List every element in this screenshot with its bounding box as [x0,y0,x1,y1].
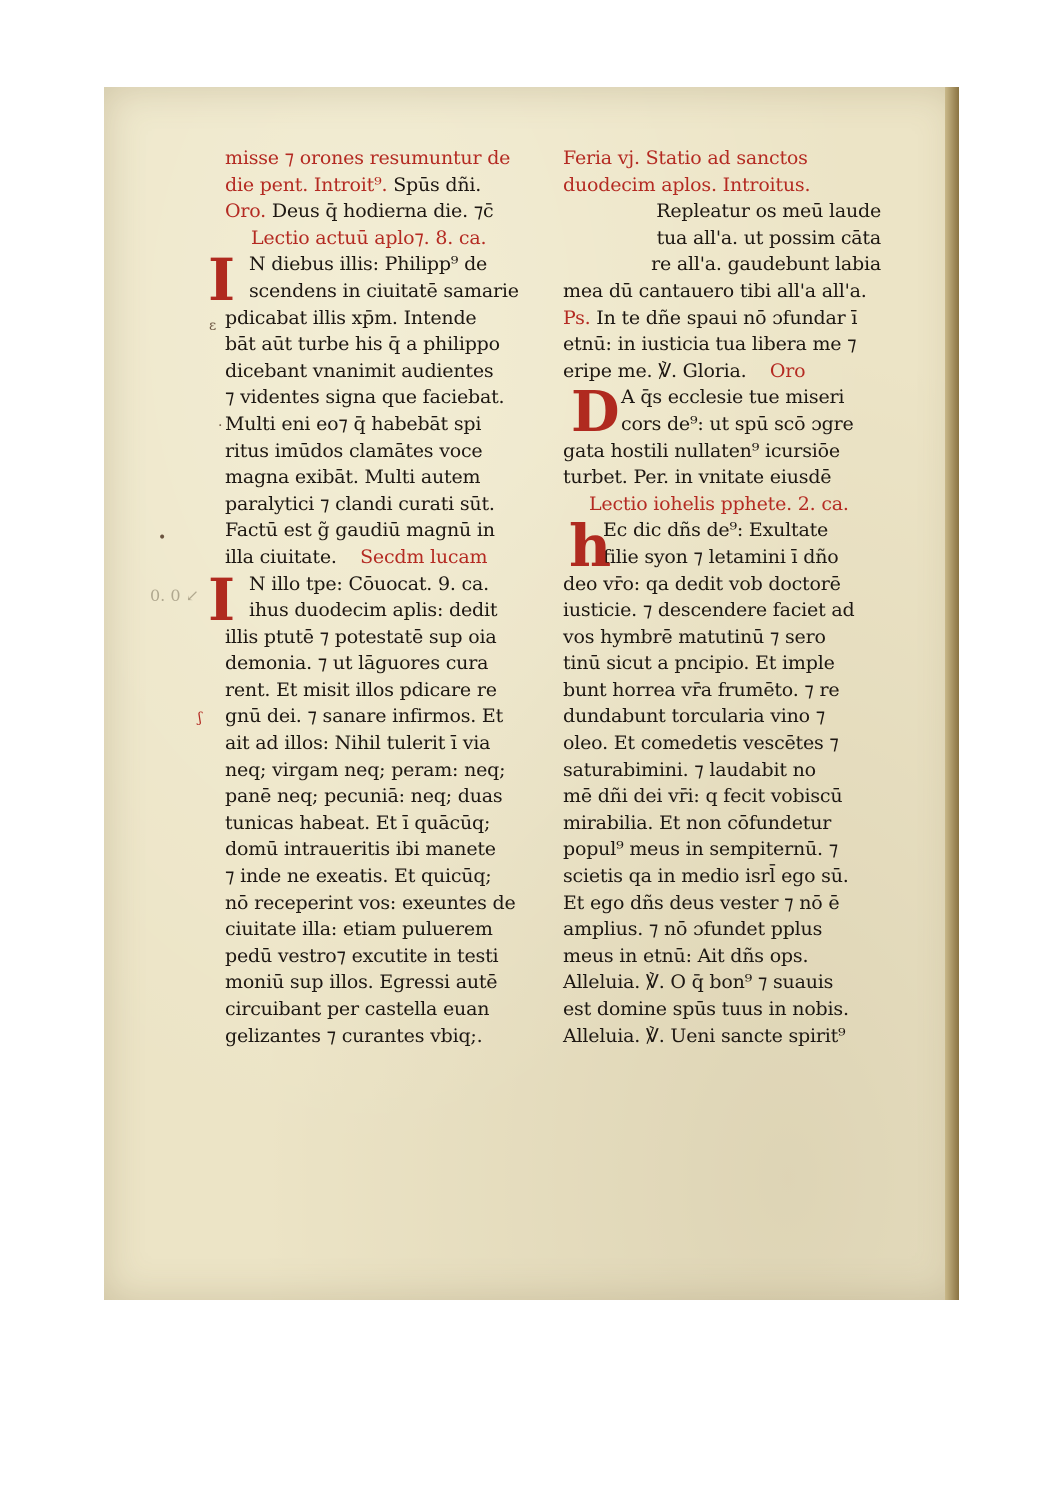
text-line: moniū sup illos. Egressi autē [225,971,498,994]
rubric-text: die pent. Introit⁹. [225,173,388,196]
text-line: gelizantes ⁊ curantes vbiq;. [225,1024,483,1047]
drop-capital: D [571,379,620,446]
text-line: meus in etnū: Ait dñs ops. [563,944,809,967]
text-line: mē dñi dei vr̄i: q fecit vobiscū [563,785,843,808]
text-line [563,305,881,332]
text-line: demonia. ⁊ ut lāguores cura [225,652,489,675]
text-line: ritus imūdos clamātes voce [225,439,483,462]
text-line: ⁊ inde ne exeatis. Et quicūq; [225,865,492,888]
text-line: ⁊ videntes signa que faciebat. [225,386,505,409]
text-line [225,544,535,571]
text-line [225,172,535,199]
paragraph [208,246,535,315]
text-line: re all'a. gaudebunt labia [651,253,881,276]
drop-capital: I [208,246,235,315]
text-line: deo vr̄o: qa dedit vob doctorē [563,572,841,595]
text-line: cors de⁹: ut spū scō ɔgre [621,412,854,435]
margin-mark: ʃ [198,710,202,726]
right-text-column [563,145,881,1049]
paragraph [208,565,535,634]
text-line: Alleluia. ℣. O q̄ bon⁹ ⁊ suauis [563,971,834,994]
text-line: ait ad illos: Nihil tulerit ī via [225,732,491,755]
text-line: est domine spūs tuus in nobis. [563,998,849,1020]
text-line: oleo. Et comedetis vescētes ⁊ [563,732,839,755]
text-line: tua all'a. ut possim cāta [656,226,881,249]
text-line: gnū dei. ⁊ sanare infirmos. Et [225,705,504,728]
black-text: eripe me. ℣. Gloria. [563,359,747,382]
text-line: A q̄s ecclesie tue miseri [621,386,845,409]
text-line: tinū sicut a pncipio. Et imple [563,652,835,675]
text-line: N diebus illis: Philipp⁹ de [249,253,488,276]
black-text: In te dñe spaui nō ɔfundar ī [590,306,858,329]
text-line: misse ⁊ orones resumuntur de [225,147,511,169]
black-text: Spūs dñi. [387,173,482,196]
rubric-text: Oro [769,359,806,382]
margin-mark: ɛ [209,318,217,334]
feria-heading: Feria vj. Statio ad sanctos [563,147,808,169]
text-line: amplius. ⁊ nō ɔfundet pplus [563,918,823,941]
margin-mark: • [158,530,167,546]
rubric-text: Ps. [563,306,591,329]
text-line: dicebant vnanimit audientes [225,359,494,382]
text-line: pdicabat illis xp̄m. Intende [225,306,477,329]
text-line: N illo tpe: Cōuocat. 9. ca. [249,572,489,595]
text-line: saturabimini. ⁊ laudabit no [563,758,816,781]
text-line: tunicas habeat. Et ī quācūq; [225,811,491,834]
drop-capital: h [569,512,611,581]
paragraph [563,379,881,446]
text-line: rent. Et misit illos pdicare re [225,678,497,701]
text-line: pedū vestro⁊ excutite in testi [225,944,499,967]
text-line: Et ego dñs deus vester ⁊ nō ē [563,891,840,914]
text-line: Factū est g̃ gaudiū magnū in [225,519,495,542]
text-line: Ec dic dñs de⁹: Exultate [603,519,829,542]
text-line: turbet. Per. in vnitate eiusdē [563,466,832,489]
text-line: iusticie. ⁊ descendere faciet ad [563,599,855,622]
text-line: bunt horrea vr̄a frumēto. ⁊ re [563,678,840,701]
text-line: gata hostili nullaten⁹ icursiōe [563,439,840,462]
text-line: panē neq; pecuniā: neq; duas [225,785,503,808]
text-line: etnū: in iusticia tua libera me ⁊ [563,333,857,356]
text-line: filie syon ⁊ letamini ī dño [603,545,839,568]
text-line: neq; virgam neq; peram: neq; [225,758,506,781]
text-line: ihus duodecim aplis: dedit [249,599,498,622]
lectio-heading: Lectio actuū aplo⁊. 8. ca. [251,226,487,249]
text-line: duodecim aplos. Introitus. [563,173,811,196]
margin-mark: 0. 0 ↙ [150,586,200,605]
text-line [225,198,535,225]
drop-capital: I [208,565,235,634]
page-gutter [945,87,959,1300]
text-line: ciuitate illa: etiam puluerem [225,918,493,941]
black-text: illa ciuitate. [225,545,337,568]
rubric-text: Secdm lucam [360,545,488,568]
text-line: dundabunt torcularia vino ⁊ [563,705,825,728]
text-line: nō receperint vos: exeuntes de [225,891,516,914]
text-line: Repleatur os meū laude [656,200,881,223]
text-line: bāt aūt turbe his q̄ a philippo [225,333,500,356]
paragraph [563,512,881,581]
lectio-heading: Lectio iohelis pphete. 2. ca. [589,492,849,515]
text-line: domū intraueritis ibi manete [225,838,496,861]
text-line: Multi eni eo⁊ q̄ habebāt spi [225,412,482,435]
rubric-text: Oro. [225,200,267,223]
text-line: scietis qa in medio isrl̄ ego sū. [563,865,849,888]
text-line: popul⁹ meus in sempiternū. ⁊ [563,838,838,861]
margin-mark: · [218,418,223,434]
text-line: scendens in ciuitatē samarie [249,279,519,302]
text-line: Alleluia. ℣. Ueni sancte spirit⁹ [563,1024,846,1047]
black-text: Deus q̄ hodierna die. ⁊c̄ [266,200,494,223]
text-line: paralytici ⁊ clandi curati sūt. [225,492,495,515]
text-line: vos hymbrē matutinū ⁊ sero [563,625,826,648]
text-line: magna exibāt. Multi autem [225,466,481,489]
left-text-column [208,145,535,1049]
text-line: mea dū cantauero tibi all'a all'a. [563,279,867,302]
text-line: mirabilia. Et non cōfundetur [563,811,832,834]
text-line: illis ptutē ⁊ potestatē sup oia [225,625,497,648]
text-line: circuibant per castella euan [225,998,490,1020]
